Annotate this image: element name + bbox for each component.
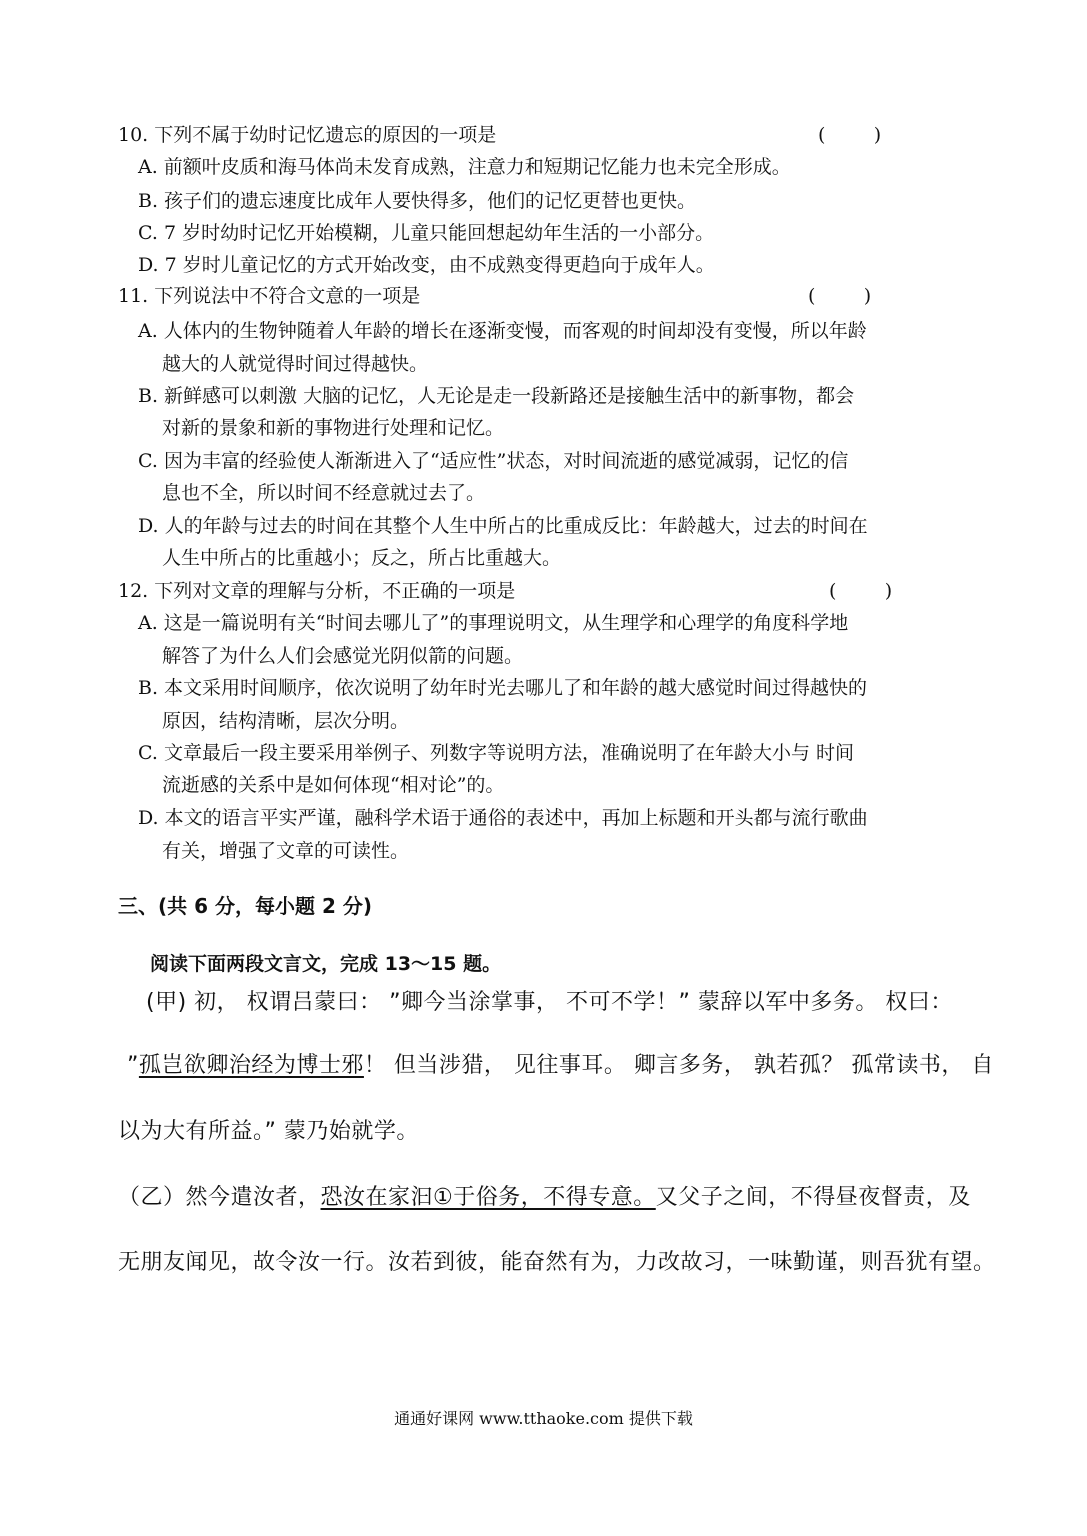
question-12-option-b-cont: 原因，结构清晰，层次分明。 (162, 710, 410, 732)
passage-yi-line-2: 无朋友闻见，故令汝一行。汝若到彼，能奋然有为，力改故习，一味勤谨，则吾犹有望。 (118, 1250, 996, 1275)
passage-jia-open-quote: ” (127, 1053, 139, 1078)
question-12-option-a-cont: 解答了为什么人们会感觉光阴似箭的问题。 (162, 645, 524, 667)
passage-yi-underlined-sentence: 恐汝在家汩①于俗务，不得专意。 (320, 1185, 656, 1210)
question-10-option-b: B. 孩子们的遗忘速度比成年人要快得多，他们的记忆更替也更快。 (138, 190, 697, 212)
question-11-option-c: C. 因为丰富的经验使人渐渐进入了“适应性”状态，对时间流逝的感觉减弱，记忆的信 (138, 450, 849, 472)
passage-yi-line-1-rest: 又父子之间，不得昼夜督责，及 (655, 1185, 971, 1210)
question-10-option-c: C. 7 岁时幼时记忆开始模糊，儿童只能回想起幼年生活的一小部分。 (138, 222, 715, 244)
question-12-stem: 12. 下列对文章的理解与分析，不正确的一项是 (118, 580, 516, 602)
question-12-option-c-cont: 流逝感的关系中是如何体现“相对论”的。 (162, 774, 505, 796)
question-11-option-a: A. 人体内的生物钟随着人年龄的增长在逐渐变慢，而客观的时间却没有变慢，所以年龄 (138, 320, 867, 342)
passage-jia-underlined-sentence: 孤岂欲卿治经为博士邪 (138, 1053, 364, 1078)
question-12-option-c: C. 文章最后一段主要采用举例子、列数字等说明方法，准确说明了在年龄大小与 时间 (138, 742, 854, 764)
question-10-answer-paren: ( ) (818, 124, 882, 146)
question-11-option-d-cont: 人生中所占的比重越小；反之，所占比重越大。 (162, 547, 562, 569)
passage-yi-line-1-start: （乙）然今遣汝者， (118, 1185, 321, 1210)
question-12-option-b: B. 本文采用时间顺序，依次说明了幼年时光去哪儿了和年龄的越大感觉时间过得越快的 (138, 677, 868, 699)
question-11-option-c-cont: 息也不全，所以时间不经意就过去了。 (162, 482, 486, 504)
question-12-option-d-cont: 有关，增强了文章的可读性。 (162, 840, 410, 862)
passage-jia-line-1: (甲) 初， 权谓吕蒙曰： ”卿今当涂掌事， 不可不学！” 蒙辞以军中多务。 权曰： (146, 990, 953, 1015)
question-11-option-b-cont: 对新的景象和新的事物进行处理和记忆。 (162, 417, 505, 439)
question-10-stem: 10. 下列不属于幼时记忆遗忘的原因的一项是 (118, 124, 497, 146)
question-12-option-d: D. 本文的语言平实严谨，融科学术语于通俗的表述中，再加上标题和开头都与流行歌曲 (138, 807, 868, 829)
passage-jia-line-3: 以为大有所益。” 蒙乃始就学。 (118, 1119, 419, 1144)
passage-jia-line-2-rest: ！ 但当涉猎， 见往事耳。 卿言多务， 孰若孤？ 孤常读书， 自 (363, 1053, 994, 1078)
question-11-option-a-cont: 越大的人就觉得时间过得越快。 (162, 353, 429, 375)
page-footer: 通通好课网 www.tthaoke.com 提供下载 (394, 1409, 693, 1428)
section-3-instruction: 阅读下面两段文言文，完成 13～15 题。 (150, 953, 502, 975)
passage-jia-line-2 (127, 1049, 994, 1083)
passage-yi-line-1 (118, 1181, 971, 1215)
question-12-option-a: A. 这是一篇说明有关“时间去哪儿了”的事理说明文，从生理学和心理学的角度科学地 (138, 612, 849, 634)
question-10-option-a: A. 前额叶皮质和海马体尚未发育成熟，注意力和短期记忆能力也未完全形成。 (138, 156, 791, 178)
section-3-title: 三、(共 6 分，每小题 2 分) (118, 894, 372, 918)
question-11-option-b: B. 新鲜感可以刺激 大脑的记忆，人无论是走一段新路还是接触生活中的新事物，都会 (138, 385, 855, 407)
question-12-answer-paren: ( ) (829, 580, 893, 602)
question-11-stem: 11. 下列说法中不符合文意的一项是 (118, 285, 421, 307)
question-11-option-d: D. 人的年龄与过去的时间在其整个人生中所占的比重成反比：年龄越大，过去的时间在 (138, 515, 868, 537)
question-11-answer-paren: ( ) (808, 285, 872, 307)
question-10-option-d: D. 7 岁时儿童记忆的方式开始改变，由不成熟变得更趋向于成年人。 (138, 254, 715, 276)
